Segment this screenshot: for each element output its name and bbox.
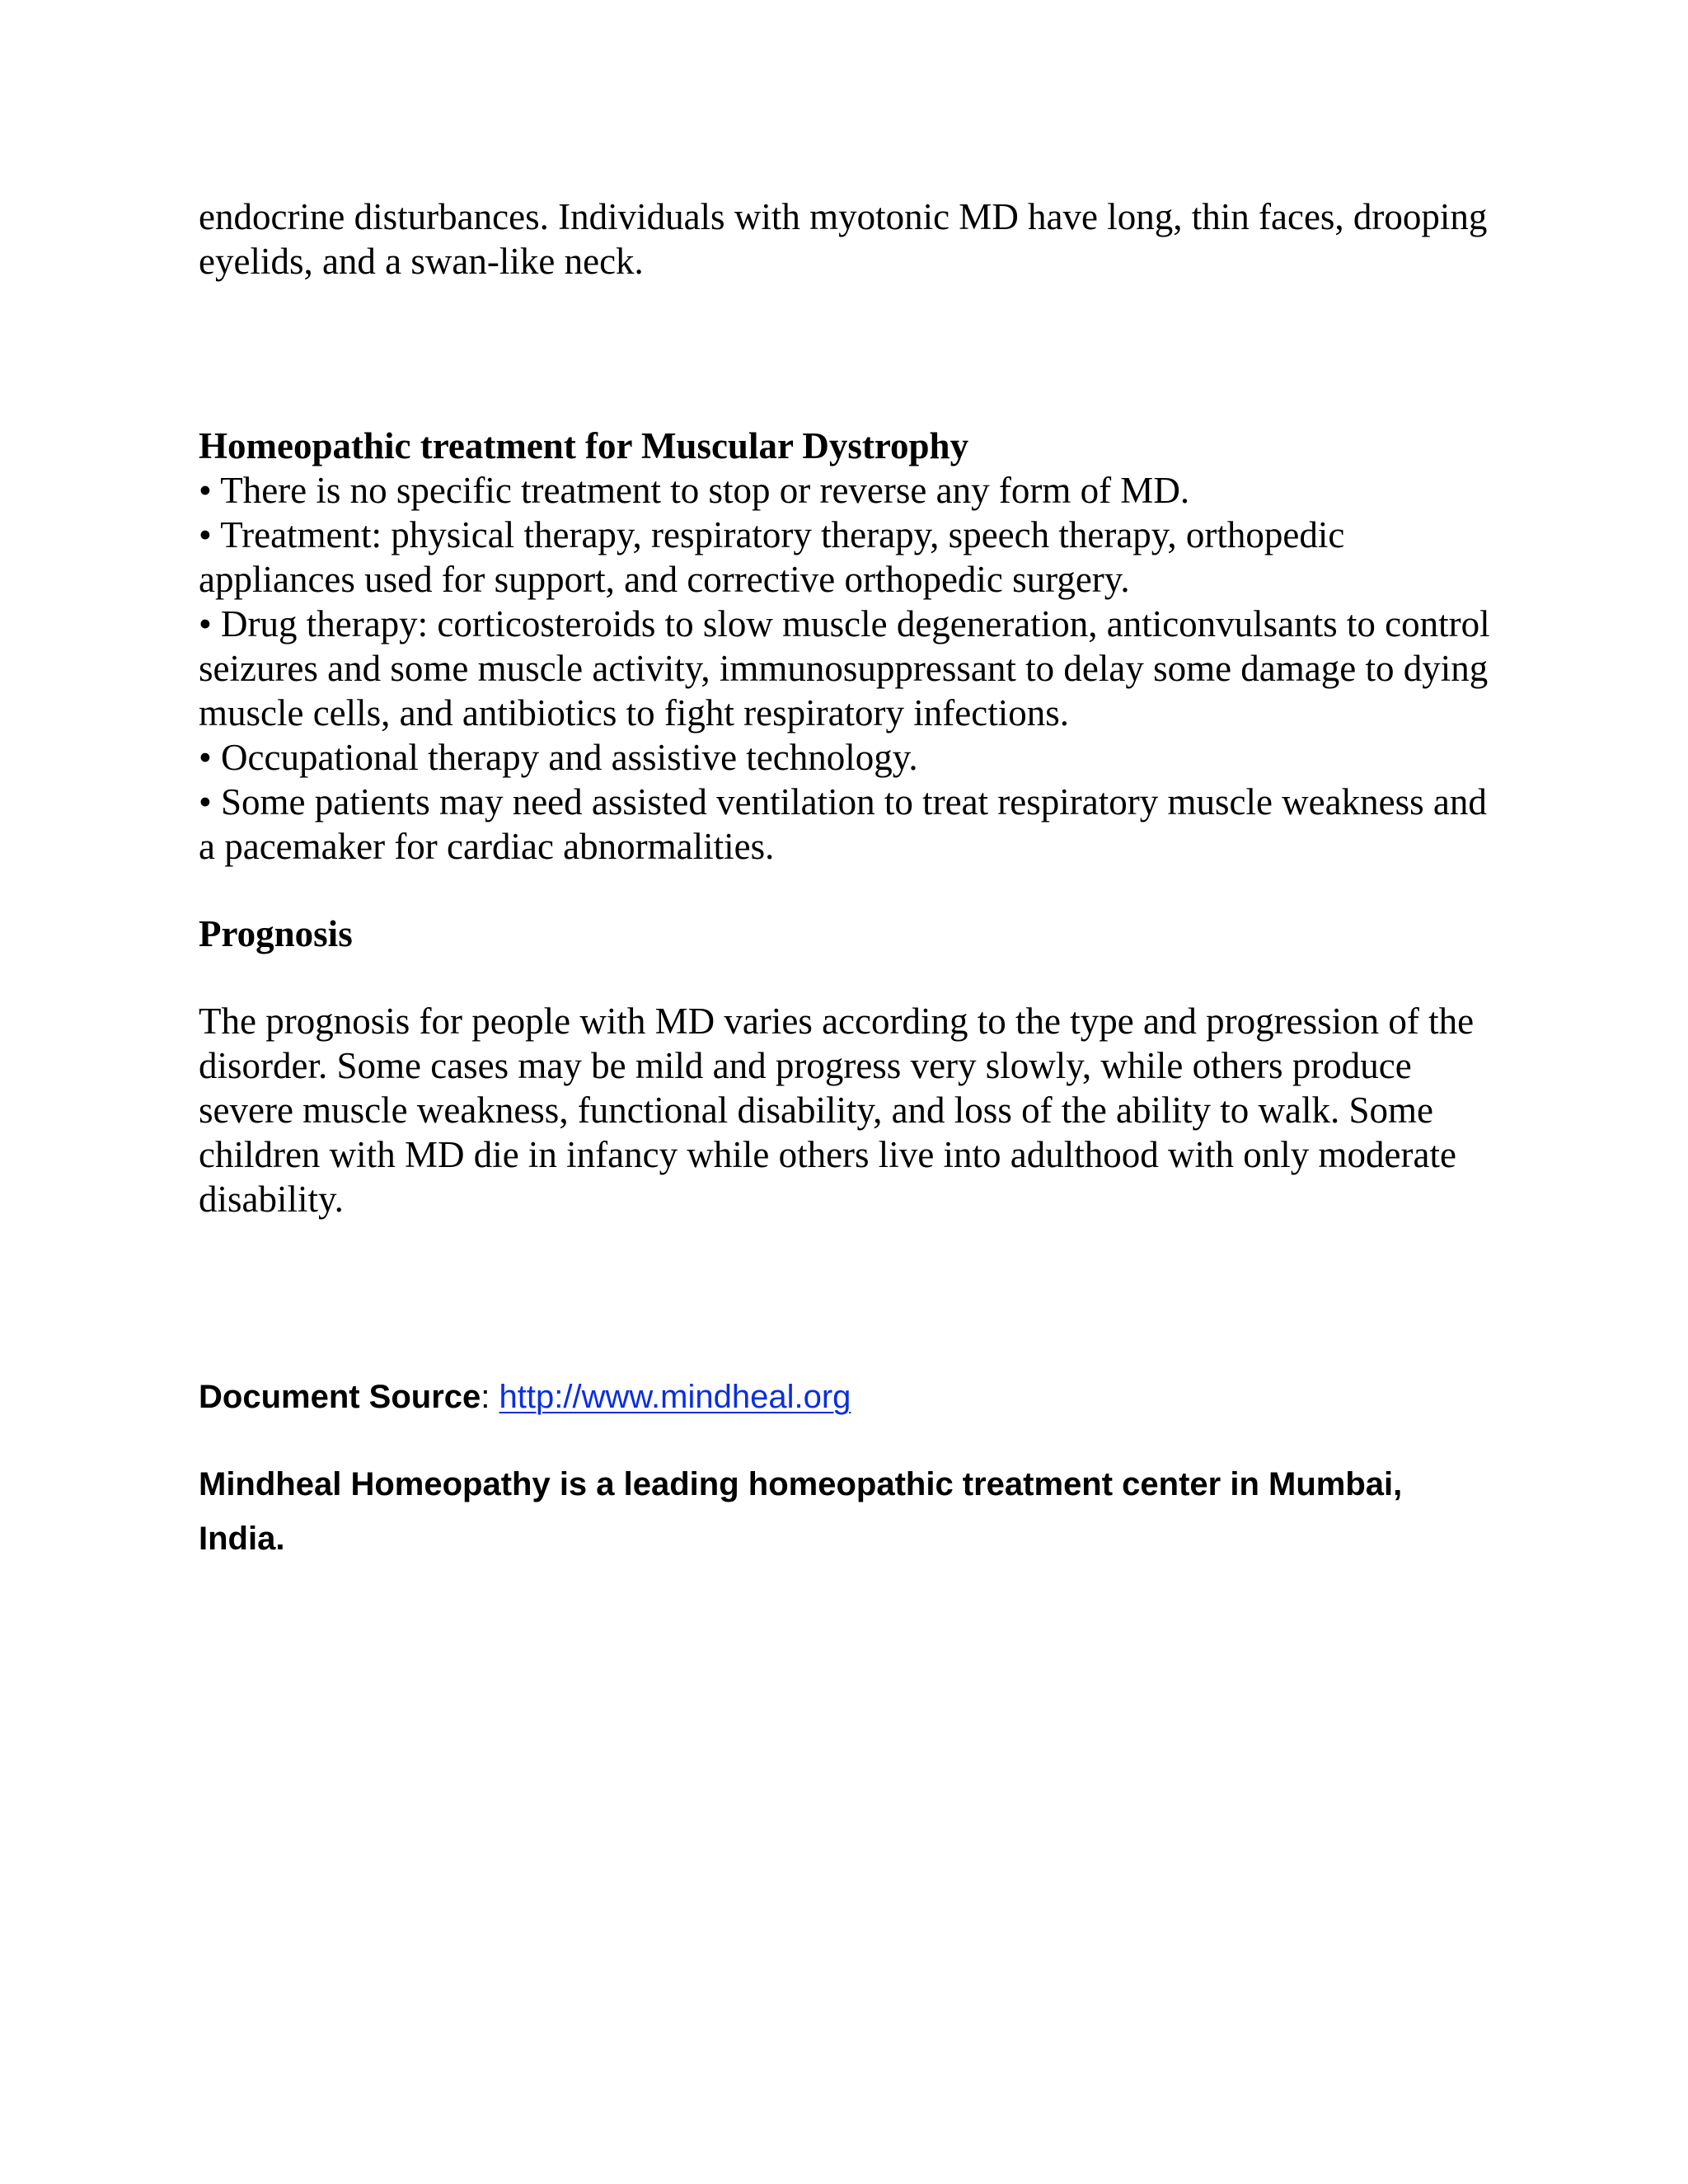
bullet-icon: •: [199, 603, 212, 644]
prognosis-heading: Prognosis: [199, 913, 353, 954]
treatment-item: [199, 735, 1501, 780]
intro-paragraph: endocrine disturbances. Individuals with myotonic MD have long, thin faces, drooping eyelids, and a swan-like neck.: [199, 196, 1488, 282]
document-body: [199, 194, 1501, 1221]
treatment-item-text: Drug therapy: corticosteroids to slow muscle degeneration, anticonvulsants to control seizures and some muscle activity, immunosuppressant to delay some damage to dying muscle cells, and antibiotics to fight respiratory infections.: [199, 603, 1490, 733]
source-label: Document Source: [199, 1379, 481, 1415]
treatment-item-text: Treatment: physical therapy, respiratory therapy, speech therapy, orthopedic appliances used for support, and corrective orthopedic surgery.: [199, 514, 1345, 600]
treatment-item-text: Some patients may need assisted ventilation to treat respiratory muscle weakness and a pacemaker for cardiac abnormalities.: [199, 781, 1487, 867]
source-line: [199, 1375, 1517, 1419]
treatment-item: [199, 468, 1501, 513]
bullet-icon: •: [199, 737, 212, 778]
treatment-heading: Homeopathic treatment for Muscular Dystrophy: [199, 425, 969, 466]
treatment-item: [199, 780, 1501, 869]
bullet-icon: •: [199, 514, 212, 555]
bullet-icon: •: [199, 470, 212, 511]
section-spacer: [199, 284, 1501, 424]
source-link[interactable]: http://www.mindheal.org: [499, 1379, 851, 1415]
source-separator: :: [481, 1379, 490, 1415]
treatment-item: [199, 602, 1501, 735]
tagline: Mindheal Homeopathy is a leading homeopathic treatment center in Mumbai, India.: [199, 1466, 1403, 1557]
prognosis-paragraph: The prognosis for people with MD varies according to the type and progression of the disorder. Some cases may be mild and progress very slowly, while others produce severe muscle weakness, functional disability, and loss of the ability to walk. Some children with MD die in infancy while others live into adulthood with only moderate disability.: [199, 1001, 1475, 1220]
bullet-icon: •: [199, 781, 212, 823]
treatment-item: [199, 513, 1501, 602]
treatment-item-text: There is no specific treatment to stop or reverse any form of MD.: [220, 470, 1190, 511]
source-block: [199, 1375, 1517, 1566]
section-spacer: [199, 956, 1501, 999]
treatment-item-text: Occupational therapy and assistive technology.: [221, 737, 918, 778]
treatment-list: [199, 468, 1501, 869]
section-spacer: [199, 869, 1501, 912]
